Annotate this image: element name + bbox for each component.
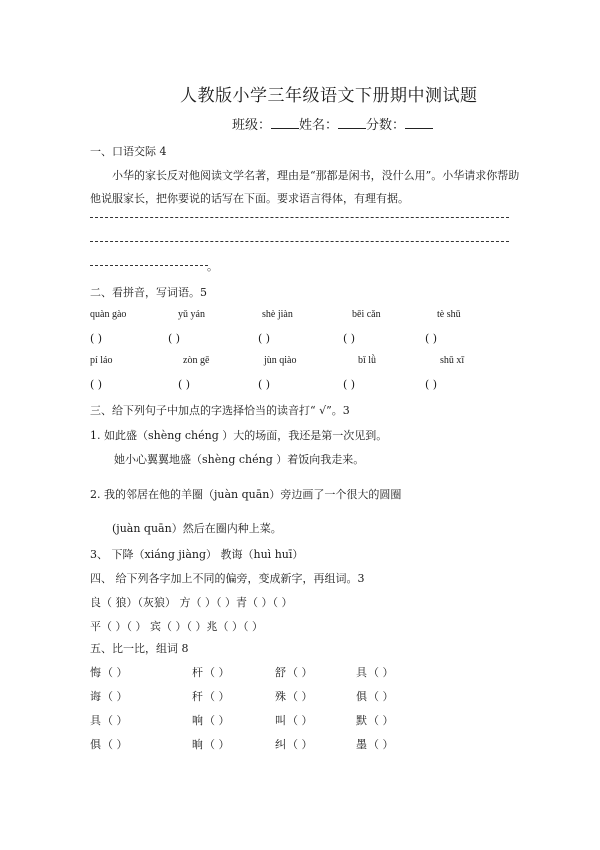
answer-line-2[interactable] [90,241,509,242]
answer-bracket[interactable]: ( ) [168,332,181,345]
compare-char: 杆 [192,666,203,679]
pinyin: bēi cǎn [352,309,381,320]
pinyin: zòn gē [183,355,210,366]
score-field[interactable] [405,118,433,129]
question-2a: 2. 我的邻居在他的羊圈（juàn quān）旁边画了一个很大的圆圈 [90,488,402,501]
question-2b: (juàn quān）然后在圈内种上菜。 [112,522,282,535]
compare-char: 具 [356,666,367,679]
answer-bracket[interactable]: （ ） [287,666,313,679]
compare-char: 殊 [275,690,286,703]
question-1a: 1. 如此盛（shèng chéng ）大的场面，我还是第一次见到。 [90,429,388,442]
class-field[interactable] [271,118,299,129]
pinyin: pí láo [90,355,113,366]
pinyin: shū xī [440,355,465,366]
answer-bracket[interactable]: （ ） [287,714,313,727]
compare-char: 舒 [275,666,286,679]
pinyin: quàn gào [90,309,127,320]
pinyin: bǐ lǜ [358,355,377,366]
answer-line-3[interactable] [90,265,208,266]
question-1b: 她小心翼翼地盛（shèng chéng ）着饭向我走来。 [114,453,365,466]
compare-char: 具 [90,714,101,727]
section-3-heading: 三、给下列句子中加点的字选择恰当的读音打“ √”。3 [90,404,350,417]
answer-bracket[interactable]: （ ） [102,714,128,727]
answer-bracket[interactable]: （ ） [102,666,128,679]
answer-bracket[interactable]: （ ） [287,690,313,703]
section-1-heading: 一、口语交际 4 [90,145,167,158]
answer-bracket[interactable]: ( ) [343,332,356,345]
answer-end-mark: 。 [207,260,218,273]
compare-char: 诲 [90,690,101,703]
compare-char: 默 [356,714,367,727]
pinyin: yǔ yán [178,309,205,320]
answer-bracket[interactable]: （ ） [368,738,394,751]
name-label: 姓名： [299,118,339,133]
compare-char: 墨 [356,738,367,751]
pinyin: shè jiàn [262,309,293,320]
answer-bracket[interactable]: （ ） [102,738,128,751]
section-1-para-line1: 小华的家长反对他阅读文学名著，理由是“那都是闲书，没什么用”。小华请求你帮助 [112,169,520,182]
compare-char: 纠 [275,738,286,751]
name-field[interactable] [338,118,366,129]
score-label: 分数： [366,118,406,133]
answer-bracket[interactable]: ( ) [258,378,271,391]
answer-bracket[interactable]: （ ） [368,666,394,679]
pinyin: jùn qiào [264,355,297,366]
student-info [232,114,433,133]
answer-bracket[interactable]: ( ) [258,332,271,345]
answer-bracket[interactable]: （ ） [204,690,230,703]
compare-char: 响 [192,714,203,727]
answer-bracket[interactable]: （ ） [287,738,313,751]
answer-bracket[interactable]: ( ) [178,378,191,391]
compare-char: 晌 [192,738,203,751]
compare-char: 叫 [275,714,286,727]
question-3: 3、 下降（xiáng jiàng） 教诲（huì huī） [90,548,304,561]
answer-bracket[interactable]: ( ) [90,332,103,345]
answer-bracket[interactable]: （ ） [204,738,230,751]
compare-char: 俱 [356,690,367,703]
pinyin: tè shū [437,309,461,320]
answer-bracket[interactable]: （ ） [368,714,394,727]
answer-bracket[interactable]: （ ） [368,690,394,703]
answer-bracket[interactable]: （ ） [102,690,128,703]
section-4-heading: 四、 给下列各字加上不同的偏旁，变成新字，再组词。3 [90,572,365,585]
compare-char: 秆 [192,690,203,703]
answer-bracket[interactable]: （ ） [204,714,230,727]
compare-char: 悔 [90,666,101,679]
answer-bracket[interactable]: ( ) [343,378,356,391]
answer-bracket[interactable]: ( ) [425,332,438,345]
section-5-heading: 五、比一比，组词 8 [90,642,189,655]
answer-bracket[interactable]: （ ） [204,666,230,679]
answer-line-1[interactable] [90,217,509,218]
compare-char: 俱 [90,738,101,751]
answer-bracket[interactable]: ( ) [425,378,438,391]
radical-row-1[interactable]: 良（ 狼）（灰狼） 方（ ）（ ）青（ ）（ ） [90,596,293,609]
radical-row-2[interactable]: 平（ ）（ ） 宾（ ）（ ）兆（ ）（ ） [90,620,263,633]
section-1-para-line2: 他说服家长，把你要说的话写在下面。要求语言得体，有理有据。 [90,192,409,205]
answer-bracket[interactable]: ( ) [90,378,103,391]
page-title: 人教版小学三年级语文下册期中测试题 [180,86,478,106]
class-label: 班级： [232,118,272,133]
section-2-heading: 二、看拼音，写词语。5 [90,286,207,299]
